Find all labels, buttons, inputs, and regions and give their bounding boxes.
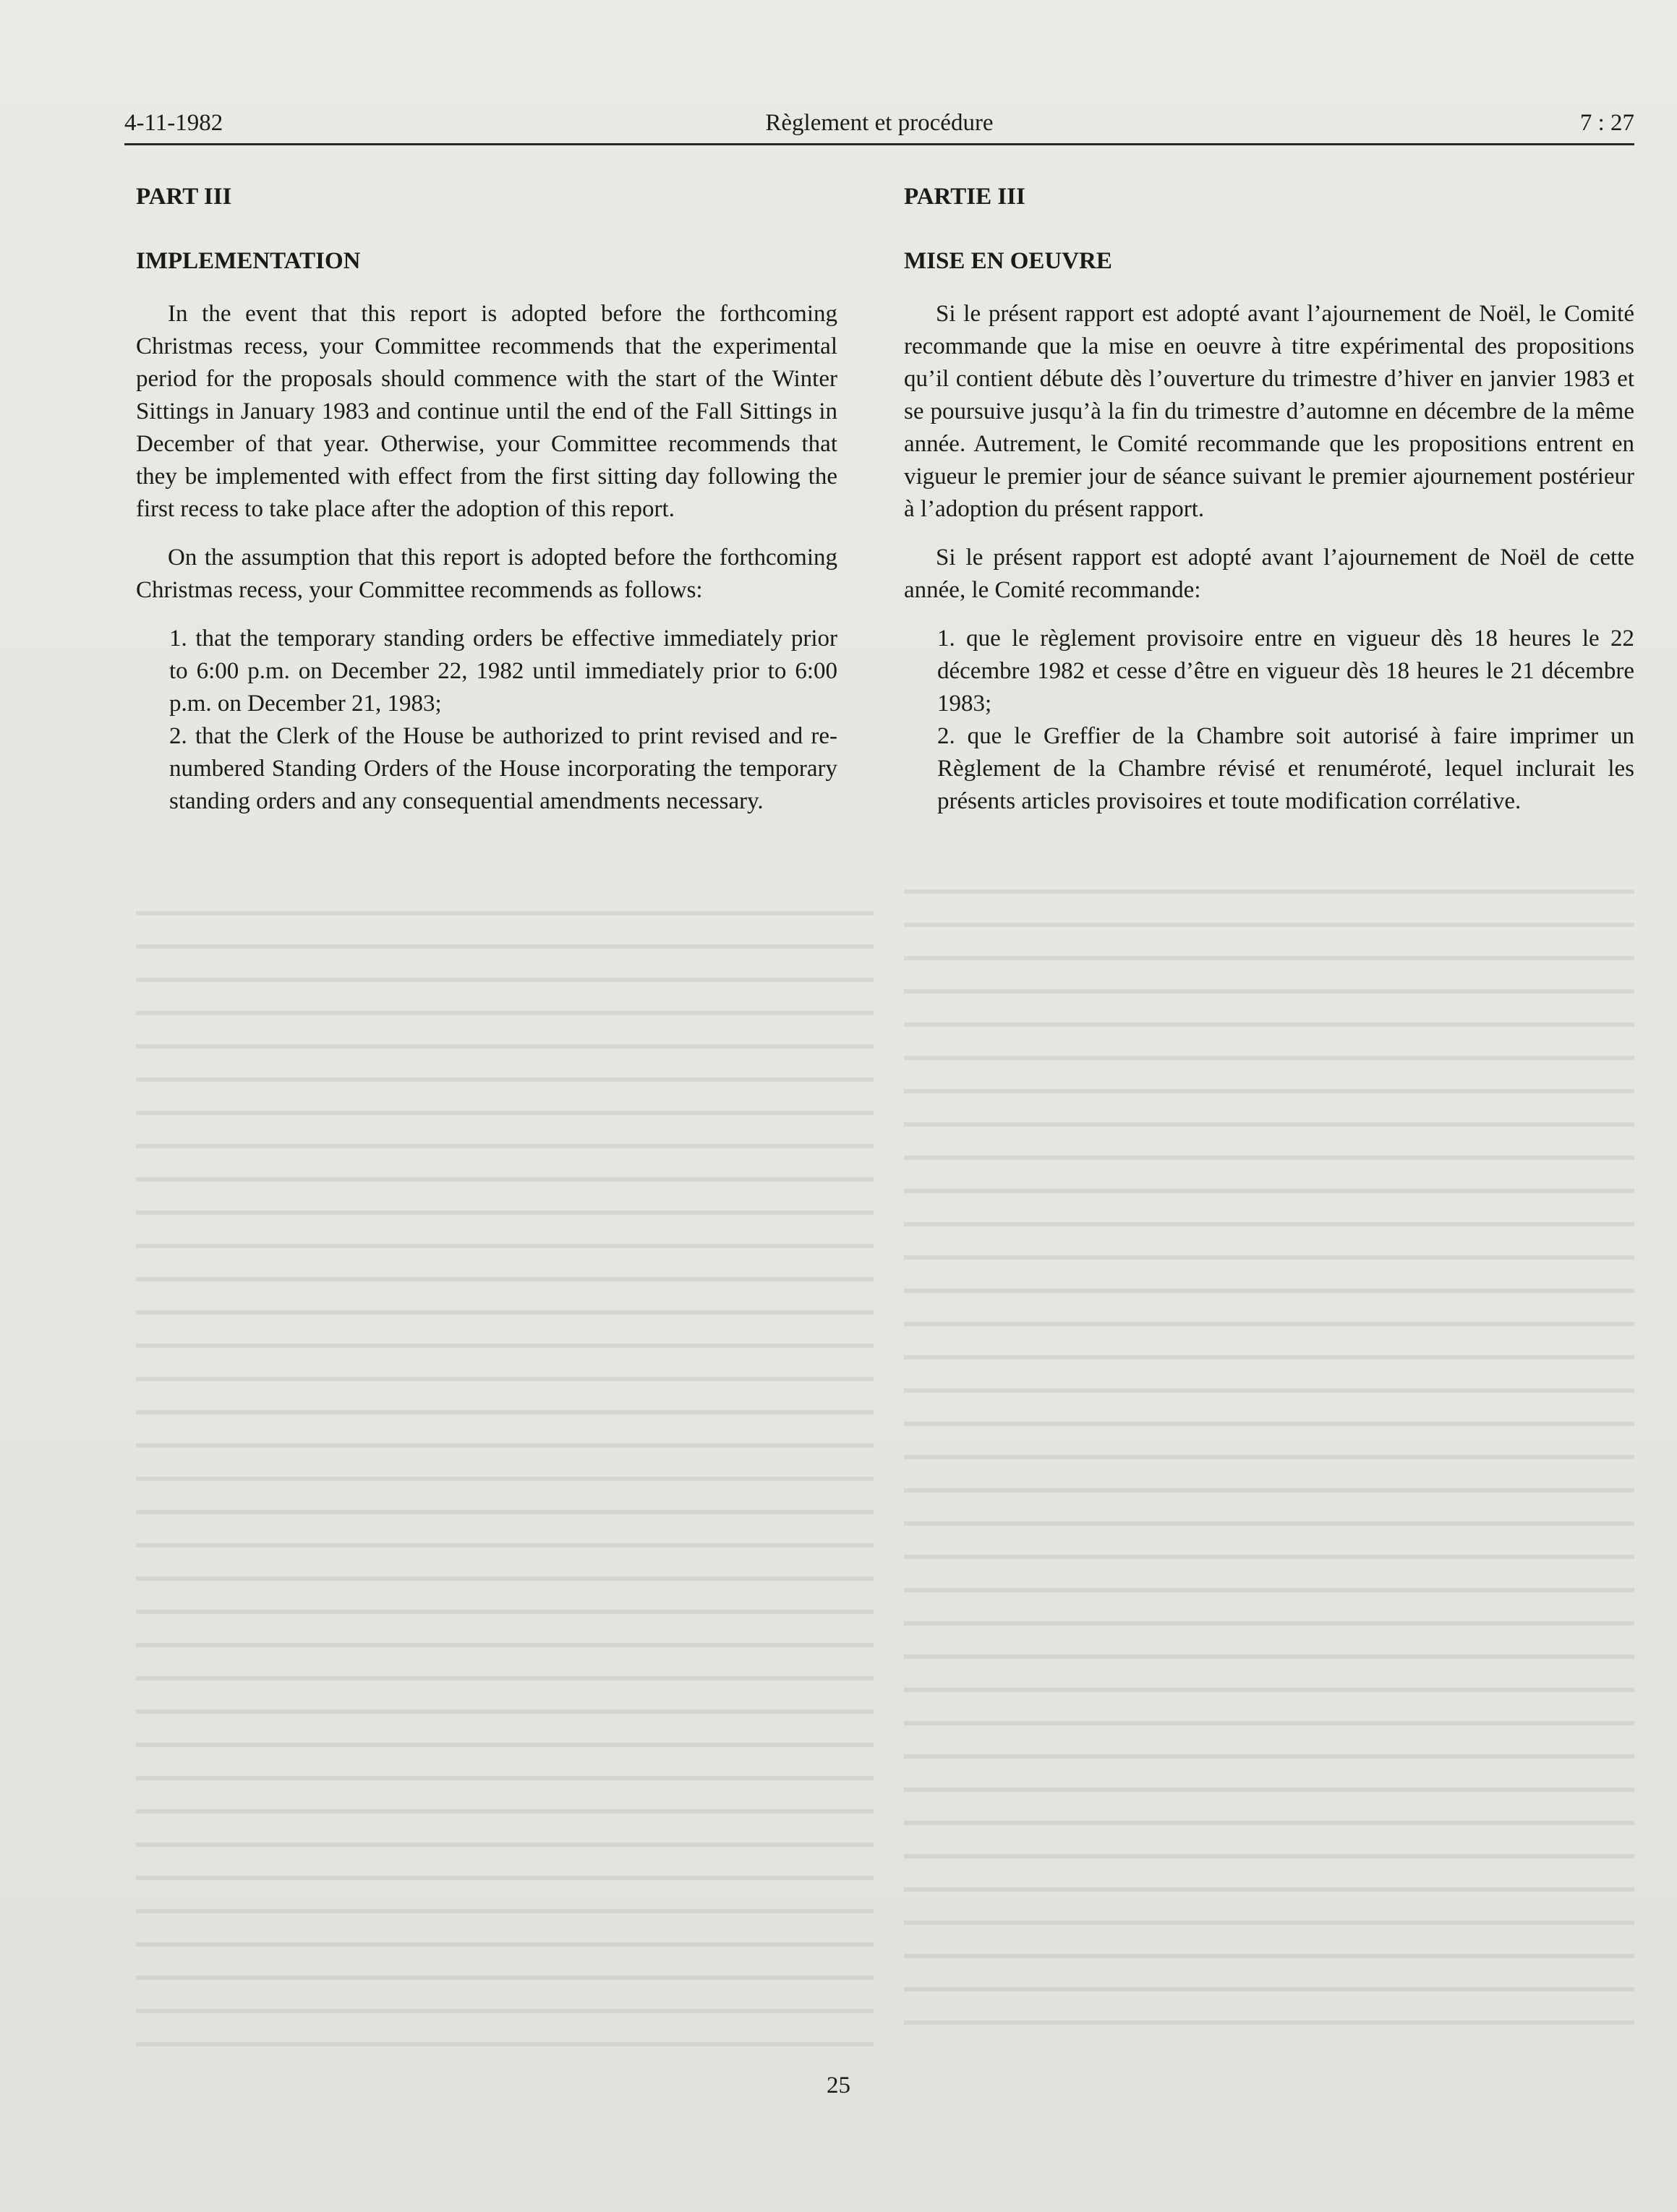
- paragraph: On the assumption that this report is adopted before the forthcoming Christmas recess, your Committee recommends as follows:: [136, 545, 837, 603]
- english-column: [136, 181, 837, 818]
- section-heading: IMPLEMENTATION: [136, 248, 361, 274]
- header-title: Règlement et procédure: [765, 110, 994, 136]
- paragraph: In the event that this report is adopted before the forthcoming Christmas recess, your Committee recommends that the experimental period for the proposals should commence with the start of the Winter Sittings in January 1983 and continue until the end of the Fall Sittings in December of that year. Otherwise, your Committee recommends that they be implemented with effect from the first sitting day following the first recess to take place after the adoption of this report.: [136, 301, 837, 522]
- recommendation-list: [904, 623, 1634, 818]
- part-heading: PARTIE III: [904, 184, 1025, 210]
- header-date: 4-11-1982: [124, 110, 223, 136]
- list-item: 2. that the Clerk of the House be authorized to print revised and re-numbered Standing Orders of the House incorporating the temporary standing orders and any consequential amendments necessary.: [169, 723, 837, 814]
- list-item: 1. que le règlement provisoire entre en vigueur dès 18 heures le 22 décembre 1982 et cesse d’être en vigueur dès 18 heures le 21 décembre 1983;: [937, 625, 1634, 717]
- bleed-through-texture-left: [136, 889, 874, 2046]
- recommendation-list: [136, 623, 837, 818]
- french-column: [904, 181, 1634, 818]
- paragraph: Si le présent rapport est adopté avant l’ajournement de Noël, le Comité recommande que la mise en oeuvre à titre expérimental des propositions qu’il contient débute dès l’ouverture du trimestre d’hiver en janvier 1983 et se poursuive jusqu’à la fin du trimestre d’automne en décembre de la même année. Autrement, le Comité recommande que les propositions entrent en vigueur le premier jour de séance suivant le premier ajournement postérieur à l’adoption du présent rapport.: [904, 301, 1634, 522]
- paragraph: Si le présent rapport est adopté avant l’ajournement de Noël de cette année, le Comité recommande:: [904, 545, 1634, 603]
- section-heading: MISE EN OEUVRE: [904, 248, 1112, 274]
- list-item: 1. that the temporary standing orders be effective immediately prior to 6:00 p.m. on December 22, 1982 until immediately prior to 6:00 p.m. on December 21, 1983;: [169, 625, 837, 717]
- header-page-ref: 7 : 27: [1579, 110, 1634, 136]
- bleed-through-texture-right: [904, 868, 1634, 2025]
- list-item: 2. que le Greffier de la Chambre soit autorisé à faire imprimer un Règlement de la Chambre révisé et renuméroté, lequel inclurait les présents articles provisoires et toute modification corrélative.: [937, 723, 1634, 814]
- running-header: [124, 107, 1634, 145]
- part-heading: PART III: [136, 184, 232, 210]
- page-number: 25: [827, 2072, 850, 2098]
